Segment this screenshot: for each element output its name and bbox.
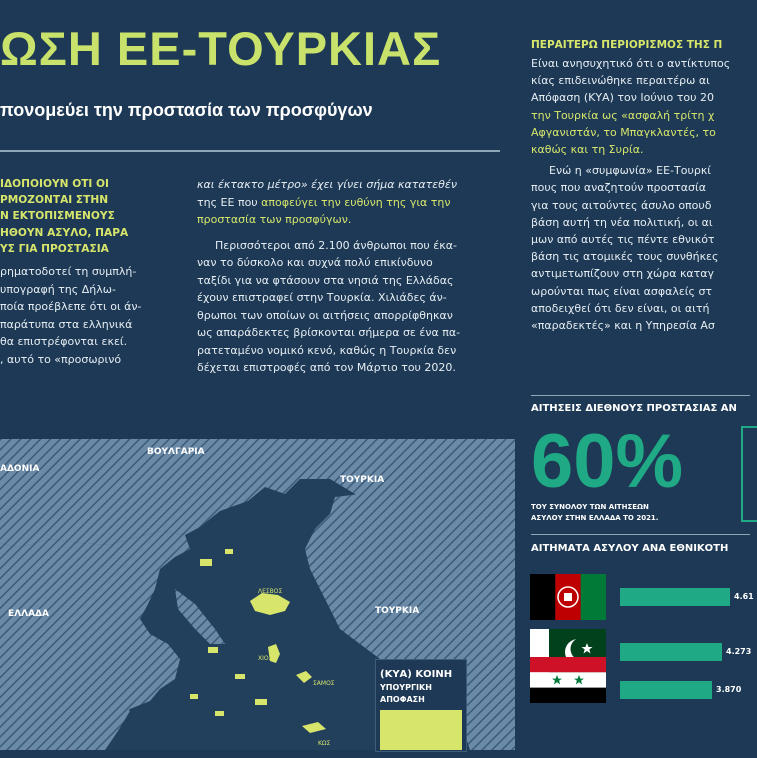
- map-label-kos: ΚΩΣ: [318, 740, 331, 747]
- lead-line: ΙΔΟΠΟΙΟΥΝ ΟΤΙ ΟΙ: [0, 178, 109, 190]
- kya-line: ΥΠΟΥΡΓΙΚΗ: [380, 683, 432, 692]
- body-line: θρωποι των οποίων οι αιτήσεις απορρίφθηκαν: [197, 308, 453, 322]
- body-line: [197, 194, 497, 212]
- caption-line: ΤΟΥ ΣΥΝΟΛΟΥ ΤΩΝ ΑΙΤΗΣΕΩΝ: [531, 503, 649, 511]
- body-line: βάση τις ατομικές τους συνθήκες: [531, 250, 719, 264]
- body-line: αντιμετωπίζουν στη χώρα καταγ: [531, 267, 715, 281]
- body-line: Περισσότεροι από 2.100 άνθρωποι που έκα-: [215, 238, 457, 252]
- section-divider: [531, 395, 750, 396]
- body-text: της ΕΕ που: [197, 195, 262, 209]
- page-title: ΩΣΗ ΕΕ-ΤΟΥΡΚΙΑΣ: [0, 22, 442, 75]
- body-line: ρατεταμένο νομικό κενό, καθώς η Τουρκία δεν: [197, 343, 457, 357]
- stats-heading: ΑΙΤΗΣΕΙΣ ΔΙΕΘΝΟΥΣ ΠΡΟΣΤΑΣΙΑΣ ΑΝ: [531, 403, 737, 414]
- highlight-line: καθώς και τη Συρία.: [531, 143, 644, 157]
- map-label-turkey-north: ΤΟΥΡΚΙΑ: [340, 475, 385, 485]
- map-label-turkey-south: ΤΟΥΡΚΙΑ: [375, 606, 420, 616]
- body-line: πους που αναζητούν προστασία: [531, 181, 706, 195]
- middle-body-text: [197, 176, 497, 377]
- body-line: μων από αυτές τις πέντε εθνικότ: [531, 233, 715, 247]
- kya-legend-text: [380, 668, 452, 706]
- body-line: ωρούνται πως είναι ασφαλείς στ: [531, 284, 713, 298]
- body-line: Απόφαση (ΚΥΑ) τον Ιούνιο του 20: [531, 91, 714, 105]
- page-subtitle: πονομεύει την προστασία των προσφύγων: [0, 100, 373, 120]
- highlight-line: την Τουρκία ως «ασφαλή τρίτη χ: [531, 108, 715, 122]
- body-line: παράτυπα στα ελληνικά: [0, 317, 133, 331]
- application-bar: [620, 681, 712, 699]
- map-label-lesvos: ΛΕΣΒΟΣ: [258, 588, 283, 595]
- body-line: ταξίδι για να φτάσουν στα νησιά της Ελλάδας: [197, 273, 454, 287]
- application-bar-label: 4.61: [734, 592, 754, 601]
- left-body-text: [0, 263, 180, 368]
- title-divider: [0, 150, 500, 152]
- body-line: ρηματοδοτεί τη συμπλή-: [0, 265, 137, 278]
- highlight-text: αποφεύγει την ευθύνη της για την: [261, 195, 451, 209]
- body-line: αποδειχθεί ότι δεν είναι, οι αιτή: [531, 301, 710, 315]
- map-label-chios: ΧΙΟΣ: [258, 655, 273, 662]
- applications-heading: ΑΙΤΗΜΑΤΑ ΑΣΥΛΟΥ ΑΝΑ ΕΘΝΙΚΟΤΗ: [531, 543, 729, 554]
- caption-line: ΑΣΥΛΟΥ ΣΤΗΝ ΕΛΛΑΔΑ ΤΟ 2021.: [531, 514, 659, 522]
- highlight-line: προστασία των προσφύγων.: [197, 213, 352, 226]
- map-label-macedonia: ΑΔΟΝΙΑ: [0, 464, 40, 474]
- body-line: ποία προέβλεπε ότι οι άν-: [0, 300, 142, 313]
- stat-frame: [741, 426, 757, 522]
- map-label-bulgaria: ΒΟΥΛΓΑΡΙΑ: [147, 447, 205, 457]
- body-line: , αυτό το «προσωρινό: [0, 352, 122, 366]
- section-divider: [531, 534, 750, 535]
- body-line: ναν το δύσκολο και συχνά πολύ επικίνδυνο: [197, 256, 433, 269]
- percentage-caption: [531, 502, 658, 524]
- map-label-greece: ΕΛΛΑΔΑ: [8, 609, 49, 619]
- body-line: θα επιστρέφονται εκεί.: [0, 335, 128, 348]
- big-percentage: 60%: [531, 419, 684, 504]
- right-body-text: [531, 55, 750, 334]
- kya-line: ΑΠΟΦΑΣΗ: [380, 695, 425, 704]
- flag-partial-icon: [530, 712, 606, 758]
- afghanistan-flag-icon: [530, 574, 606, 620]
- lead-line: Ν ΕΚΤΟΠΙΣΜΕΝΟΥΣ: [0, 210, 115, 223]
- body-line: Είναι ανησυχητικό ότι ο αντίκτυπος: [531, 57, 731, 70]
- body-line: και έκτακτο μέτρο» έχει γίνει σήμα κατατεθέν: [197, 178, 457, 191]
- body-line: δέχεται επιστροφές από τον Μάρτιο του 2020.: [197, 361, 456, 374]
- body-line: υπογραφή της Δήλω-: [0, 282, 116, 296]
- application-bar: [620, 643, 722, 661]
- lead-line: ΥΣ ΓΙΑ ΠΡΟΣΤΑΣΙΑ: [0, 242, 109, 255]
- lead-line: ΗΘΟΥΝ ΑΣΥΛΟ, ΠΑΡΑ: [0, 226, 129, 239]
- body-line: «παραδεκτές» και η Υπηρεσία Ασ: [531, 319, 715, 333]
- body-line: για τους αιτούντες άσυλο οπουδ: [531, 198, 712, 212]
- application-bar: [620, 588, 730, 606]
- kya-legend-swatch: [380, 710, 462, 750]
- syria-flag-icon: [530, 657, 606, 703]
- application-bar-label: 4.273: [726, 647, 752, 656]
- map-label-samos: ΣΑΜΟΣ: [313, 680, 335, 687]
- application-bar-label: 3.870: [716, 685, 742, 694]
- kya-line: (ΚΥΑ) ΚΟΙΝΗ: [380, 669, 453, 680]
- body-line: έχουν επιστραφεί στην Τουρκία. Χιλιάδες άν-: [197, 291, 447, 304]
- lead-line: ΡΜΟΖΟΝΤΑΙ ΣΤΗΝ: [0, 194, 109, 207]
- highlight-line: Αφγανιστάν, το Μπαγκλαντές, το: [531, 125, 716, 139]
- body-line: ως απαράδεκτες βρίσκονται σήμερα σε ένα πα-: [197, 326, 461, 339]
- lead-paragraph: [0, 176, 180, 257]
- section-heading: ΠΕΡΑΙΤΕΡΩ ΠΕΡΙΟΡΙΣΜΟΣ ΤΗΣ Π: [531, 39, 723, 51]
- body-line: Ενώ η «συμφωνία» ΕΕ-Τουρκί: [549, 164, 712, 178]
- body-line: κίας επιδεινώθηκε περαιτέρω αι: [531, 74, 710, 88]
- body-line: βάση αυτή τη νέα πολιτική, οι αι: [531, 215, 713, 229]
